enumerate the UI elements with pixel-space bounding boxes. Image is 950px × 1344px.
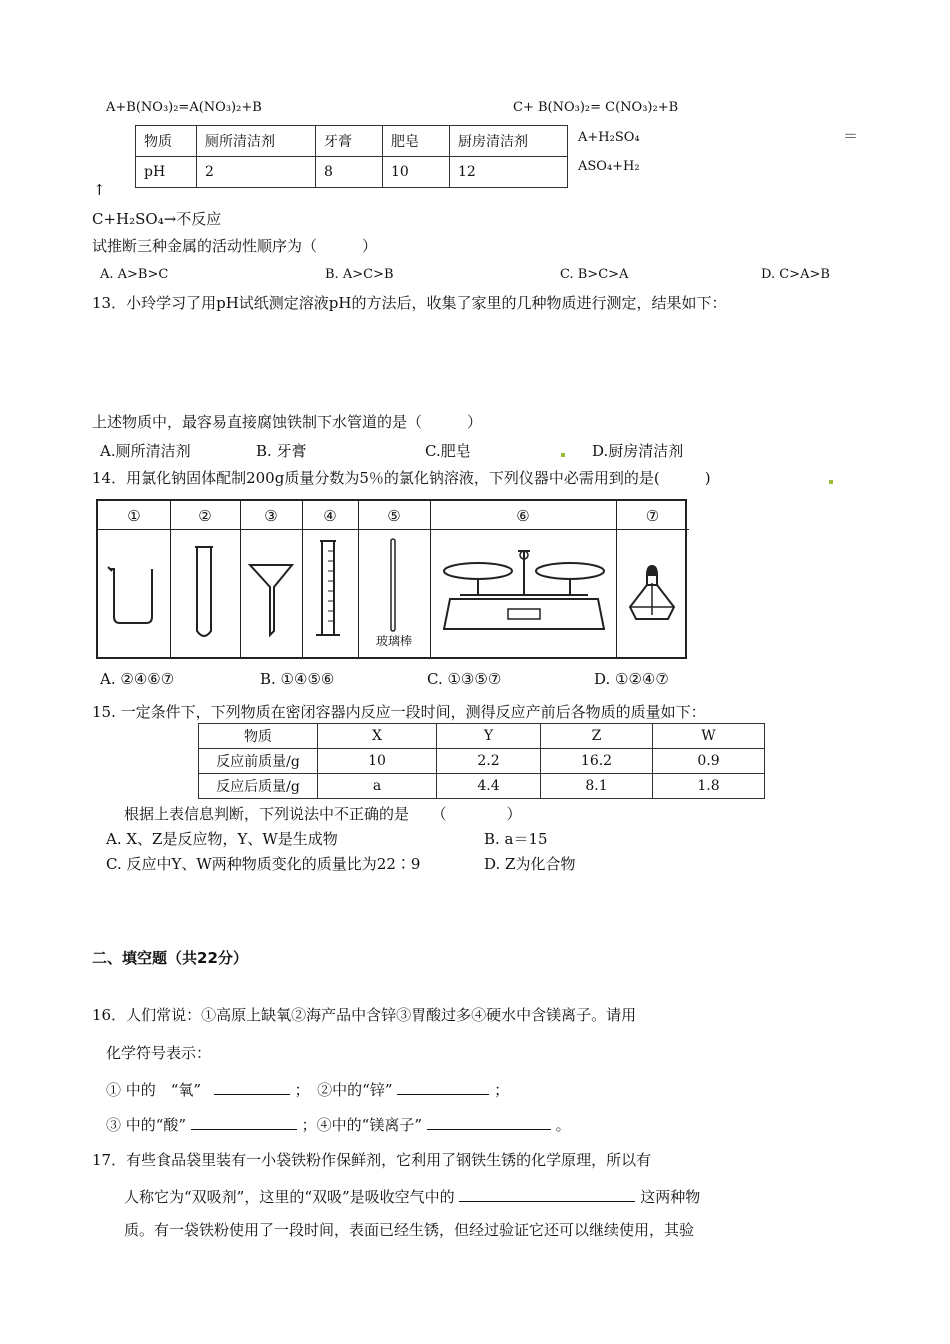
q16-blank-4-label: ；④中的“镁离子” — [301, 1116, 423, 1134]
q16-line3 — [106, 1078, 509, 1100]
table-cell: 反应前质量/g — [199, 749, 318, 774]
q14-option-d: D. ①②④⑦ — [594, 670, 669, 688]
table-cell: X — [318, 724, 437, 749]
q16-blank-3-label: ③ 中的“酸” — [106, 1116, 187, 1134]
instrument-beaker — [98, 501, 171, 657]
q17-line2-tail: 这两种物 — [640, 1188, 701, 1206]
equation-4: ASO₄+H₂ — [578, 159, 640, 174]
table-cell: W — [653, 724, 765, 749]
punctuation: ； — [494, 1081, 510, 1099]
table-cell: a — [318, 774, 437, 799]
q16-line4 — [106, 1113, 571, 1135]
table-cell: 10 — [318, 749, 437, 774]
q16-stem: 16．人们常说：①高原上缺氧②海产品中含锌③胃酸过多④硬水中含镁离子。请用 — [92, 1006, 637, 1024]
alcohol-lamp-icon — [616, 535, 689, 655]
q13-option-c: C.肥皂 — [425, 442, 471, 460]
answer-blank[interactable] — [459, 1185, 635, 1202]
up-arrow-icon: ↑ — [93, 181, 106, 199]
instrument-number: ⑦ — [645, 507, 660, 525]
table-cell: 4.4 — [437, 774, 541, 799]
q14-option-c: C. ①③⑤⑦ — [427, 670, 502, 688]
q13-option-d: D.厨房清洁剂 — [592, 442, 684, 460]
q17-line2 — [124, 1185, 700, 1207]
punctuation: 。 — [555, 1116, 571, 1134]
table-cell: 厕所清洁剂 — [197, 126, 316, 157]
answer-blank[interactable] — [397, 1078, 489, 1095]
table-cell: Z — [541, 724, 653, 749]
equals-sign: ＝ — [843, 127, 859, 145]
answer-blank[interactable] — [191, 1113, 297, 1130]
q15-option-d: D. Z为化合物 — [484, 855, 576, 873]
table-cell: 10 — [383, 157, 450, 188]
instrument-number: ② — [198, 507, 212, 525]
mass-table — [198, 723, 765, 799]
equation-3: A+H₂SO₄ — [578, 130, 640, 145]
instrument-graduated-cylinder — [302, 501, 359, 657]
instrument-number: ④ — [323, 507, 337, 525]
table-cell: 2 — [197, 157, 316, 188]
q15-option-b: B. a＝15 — [484, 830, 548, 848]
q16-blank-1-label: ① 中的 “氧” — [106, 1081, 202, 1099]
table-cell: 反应后质量/g — [199, 774, 318, 799]
q14-option-b: B. ①④⑤⑥ — [260, 670, 335, 688]
equation-2: C+ B(NO₃)₂= C(NO₃)₂+B — [513, 100, 679, 115]
table-cell: 1.8 — [653, 774, 765, 799]
equation-5: C+H₂SO₄→不反应 — [92, 210, 222, 228]
instrument-number: ① — [127, 507, 141, 525]
table-cell: 肥皂 — [383, 126, 450, 157]
answer-blank[interactable] — [427, 1113, 551, 1130]
instrument-number: ⑥ — [516, 507, 530, 525]
speck-mark — [829, 480, 833, 484]
instrument-number: ⑤ — [387, 507, 401, 525]
table-cell: 8 — [316, 157, 383, 188]
instrument-number: ③ — [264, 507, 278, 525]
q14-stem: 14．用氯化钠固体配制200g质量分数为5％的氯化钠溶液，下列仪器中必需用到的是( ) — [92, 469, 711, 487]
q12-option-d: D. C>A>B — [761, 267, 830, 282]
section-heading: 二、填空题（共22分） — [92, 949, 248, 967]
answer-blank[interactable] — [214, 1078, 290, 1095]
table-cell: 物质 — [199, 724, 318, 749]
q15-option-c: C. 反应中Y、W两种物质变化的质量比为22∶9 — [106, 855, 421, 873]
instrument-alcohol-lamp — [616, 501, 689, 657]
table-cell: pH — [136, 157, 197, 188]
q12-question: 试推断三种金属的活动性顺序为（ ） — [92, 237, 378, 255]
table-cell: 物质 — [136, 126, 197, 157]
q16-blank-2-label: ； ②中的“锌” — [294, 1081, 393, 1099]
table-cell: Y — [437, 724, 541, 749]
instrument-test-tube — [170, 501, 241, 657]
table-cell: 16.2 — [541, 749, 653, 774]
table-row — [199, 749, 765, 774]
speck-mark — [561, 453, 565, 457]
funnel-icon — [240, 535, 302, 655]
table-cell: 2.2 — [437, 749, 541, 774]
q16-line2: 化学符号表示： — [106, 1044, 212, 1062]
ph-table — [135, 125, 568, 188]
beaker-icon — [98, 535, 170, 655]
q12-option-b: B. A>C>B — [325, 267, 394, 282]
table-row — [199, 774, 765, 799]
q12-option-c: C. B>C>A — [560, 267, 629, 282]
q17-line3: 质。有一袋铁粉使用了一段时间，表面已经生锈，但经过验证它还可以继续使用，其验 — [124, 1221, 695, 1239]
table-row — [136, 126, 568, 157]
graduated-cylinder-icon — [302, 535, 358, 655]
table-row — [199, 724, 765, 749]
table-row — [136, 157, 568, 188]
q15-question: 根据上表信息判断，下列说法中不正确的是 （ ） — [124, 805, 522, 823]
q15-stem: 15. 一定条件下，下列物质在密闭容器内反应一段时间，测得反应产前后各物质的质量如下： — [92, 703, 706, 721]
instrument-balance — [430, 501, 617, 657]
table-cell: 厨房清洁剂 — [450, 126, 568, 157]
q13-option-b: B. 牙膏 — [256, 442, 307, 460]
q17-line1: 17．有些食品袋里装有一小袋铁粉作保鲜剂，它利用了钢铁生锈的化学原理，所以有 — [92, 1151, 652, 1169]
q13-stem: 13．小玲学习了用pH试纸测定溶液pH的方法后，收集了家里的几种物质进行测定，结果如下： — [92, 294, 727, 312]
table-cell: 牙膏 — [316, 126, 383, 157]
q13-option-a: A.厕所清洁剂 — [100, 442, 191, 460]
q12-option-a: A. A>B>C — [100, 267, 169, 282]
test-tube-icon — [170, 535, 240, 655]
q13-question: 上述物质中，最容易直接腐蚀铁制下水管道的是（ ） — [92, 413, 483, 431]
q17-line2-text: 人称它为“双吸剂”，这里的“双吸”是吸收空气中的 — [124, 1188, 455, 1206]
q14-option-a: A. ②④⑥⑦ — [100, 670, 175, 688]
balance-icon — [430, 535, 616, 655]
instrument-funnel — [240, 501, 303, 657]
table-cell: 12 — [450, 157, 568, 188]
equation-1: A+B(NO₃)₂=A(NO₃)₂+B — [106, 100, 262, 115]
glass-rod-label: 玻璃棒 — [375, 634, 412, 648]
table-cell: 0.9 — [653, 749, 765, 774]
instrument-glass-rod — [358, 501, 431, 657]
q15-option-a: A. X、Z是反应物，Y、W是生成物 — [106, 830, 338, 848]
table-cell: 8.1 — [541, 774, 653, 799]
instrument-figure — [96, 499, 687, 659]
